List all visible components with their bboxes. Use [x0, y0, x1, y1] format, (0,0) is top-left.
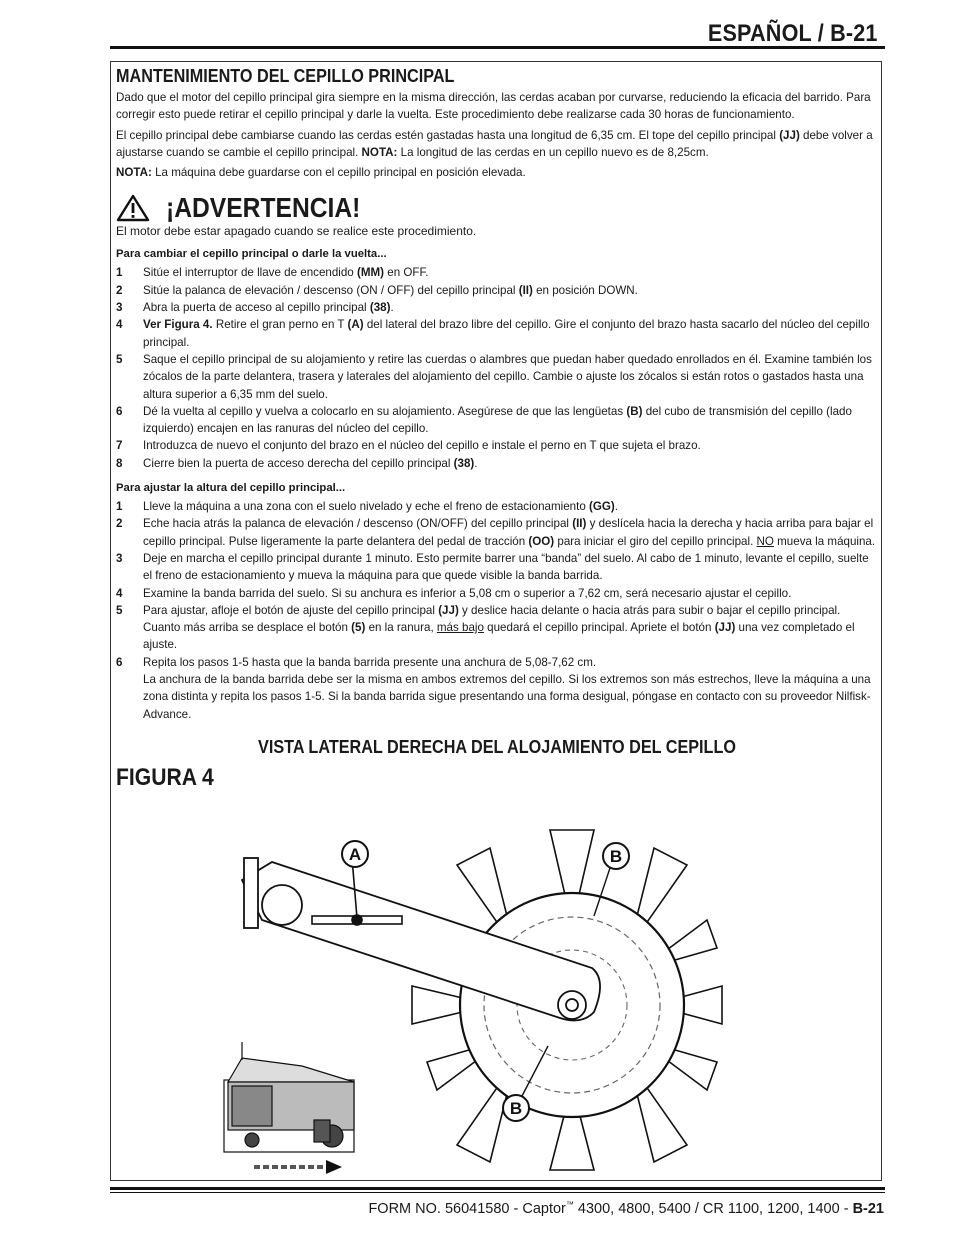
- list-item: 6 Repita los pasos 1-5 hasta que la banda barrida presente una anchura de 5,08-7,62 cm. La anchura de la banda barrida debe ser la misma en ambos extremos del cepillo. Si los extremos son más estrechos, lleve la máquina a una zona distinta y repita los pasos 1-5. Si la banda barrida sigue presentando una forma desigual, póngase en contacto con su proveedor Nilfisk-Advance.: [116, 655, 871, 721]
- list-item: 5 Para ajustar, afloje el botón de ajuste del cepillo principal (JJ) y deslice hacia delante o hacia atrás para subir o bajar el cepillo principal. Cuanto más arriba se desplace el botón (5) en la ranura, más bajo quedará el cepillo principal. Apriete el botón (JJ) una vez completado el ajuste.: [116, 603, 855, 652]
- warning-triangle-icon: [116, 194, 150, 222]
- procedure2-steps: [116, 498, 878, 723]
- list-item: 7 Introduzca de nuevo el conjunto del brazo en el núcleo del cepillo e instale el perno en T que sujeta el brazo.: [116, 439, 701, 453]
- warning-heading: [116, 193, 878, 223]
- label-a: A: [348, 845, 362, 864]
- list-item: 2 Sitúe la palanca de elevación / descenso (ON / OFF) del cepillo principal (II) en posición DOWN.: [116, 283, 638, 297]
- storage-note: NOTA: La máquina debe guardarse con el cepillo principal en posición elevada.: [116, 166, 526, 180]
- footer-rule-thin: [110, 1192, 885, 1193]
- list-item: 4 Examine la banda barrida del suelo. Si su anchura es inferior a 5,08 cm o superior a 7,62 cm, será necesario ajustar el cepillo.: [116, 586, 792, 600]
- label-b-top: B: [609, 847, 623, 866]
- figure-caption: VISTA LATERAL DERECHA DEL ALOJAMIENTO DEL CEPILLO: [258, 736, 736, 757]
- list-item: 8 Cierre bien la puerta de acceso derecha del cepillo principal (38).: [116, 456, 478, 470]
- list-item: 1 Sitúe el interruptor de llave de encendido (MM) en OFF.: [116, 266, 429, 280]
- footer-rule: [110, 1187, 885, 1190]
- brush-housing-illustration: [222, 820, 872, 1175]
- main-content: [116, 62, 878, 792]
- list-item: 2 Eche hacia atrás la palanca de elevación / descenso (ON/OFF) del cepillo principal (II) y deslícela hacia la derecha y hacia arriba para bajar el cepillo principal. Pulse ligeramente la parte delantera del pedal de tracción (OO) para iniciar el giro del cepillo principal. NO mueva la máquina.: [116, 517, 876, 548]
- warning-title: ¡ADVERTENCIA!: [166, 192, 361, 224]
- replacement-paragraph: El cepillo principal debe cambiarse cuando las cerdas estén gastadas hasta una longitud de 6,35 cm. El tope del cepillo principal (JJ) debe volver a ajustarse cuando se cambie el cepillo principal. NOTA: La longitud de las cerdas en un cepillo nuevo es de 8,25cm.: [116, 128, 873, 159]
- procedure1-steps: [116, 264, 878, 472]
- list-item: 6 Dé la vuelta al cepillo y vuelva a colocarlo en su alojamiento. Asegúrese de que las lengüetas (B) del cubo de transmisión del cepillo (lado izquierdo) encajen en las ranuras del núcleo del cepillo.: [116, 404, 852, 436]
- section-title: MANTENIMIENTO DEL CEPILLO PRINCIPAL: [116, 66, 455, 86]
- page-footer: FORM NO. 56041580 - Captor™ 4300, 4800, 5400 / CR 1100, 1200, 1400 - B-21: [368, 1200, 884, 1217]
- header-rule: [110, 46, 885, 49]
- figure-title: FIGURA 4: [116, 763, 214, 791]
- warning-text: El motor debe estar apagado cuando se realice este procedimiento.: [116, 224, 477, 239]
- list-item: 4 Ver Figura 4. Retire el gran perno en T (A) del lateral del brazo libre del cepillo. Gire el conjunto del brazo hasta sacarlo del núcleo del cepillo principal.: [116, 318, 870, 349]
- list-item: 3 Deje en marcha el cepillo principal durante 1 minuto. Esto permite barrer una “banda” del suelo. Al cabo de 1 minuto, levante el cepillo, suelte el freno de estacionamiento y mueva la máquina para que quede visible la banda barrida.: [116, 551, 869, 583]
- list-item: 1 Lleve la máquina a una zona con el suelo nivelado y eche el freno de estacionamiento (GG).: [116, 500, 619, 514]
- label-b-bottom: B: [509, 1099, 523, 1118]
- list-item: 5 Saque el cepillo principal de su alojamiento y retire las cuerdas o alambres que puedan haber quedado enrollados en él. Examine también los zócalos de la parte delantera, trasera y laterales del alojamiento del cepillo. Cambie o ajuste los zócalos si están rotos o gastados hasta una altura superior a 6,35 mm del suelo.: [116, 352, 872, 401]
- page-header-title: ESPAÑOL / B-21: [708, 20, 878, 47]
- procedure2-heading: Para ajustar la altura del cepillo principal...: [116, 482, 346, 495]
- list-item: 3 Abra la puerta de acceso al cepillo principal (38).: [116, 301, 394, 315]
- procedure1-heading: Para cambiar el cepillo principal o darle la vuelta...: [116, 248, 387, 261]
- machine-thumbnail-icon: [224, 1042, 354, 1152]
- direction-arrow-icon: [254, 1160, 342, 1174]
- intro-paragraph: Dado que el motor del cepillo principal gira siempre en la misma dirección, las cerdas acaban por curvarse, reduciendo la eficacia del barrido. Para corregir esto puede retirar el cepillo principal y darle la vuelta. Este procedimiento debe realizarse cada 30 horas de funcionamiento.: [116, 91, 871, 122]
- callout-a: [342, 841, 368, 867]
